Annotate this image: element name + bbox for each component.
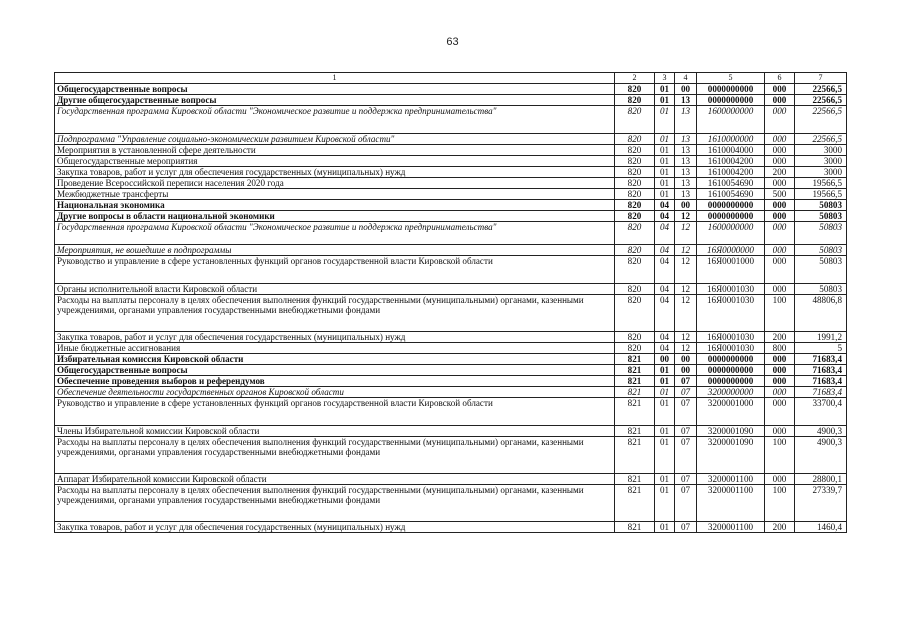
ministry-code-cell: 820 <box>615 200 655 211</box>
section-code-cell: 01 <box>655 178 675 189</box>
ministry-code-cell: 821 <box>615 474 655 485</box>
table-row <box>55 156 847 167</box>
table-row <box>55 189 847 200</box>
subsection-code-cell: 13 <box>675 106 697 134</box>
section-code-cell: 01 <box>655 365 675 376</box>
target-article-cell: 1610004200 <box>697 156 765 167</box>
expense-type-cell: 100 <box>765 295 795 332</box>
table-row <box>55 398 847 426</box>
row-name-cell: Обеспечение деятельности государственных органов Кировской области <box>55 387 615 398</box>
amount-cell: 50803 <box>795 222 847 245</box>
ministry-code-cell: 820 <box>615 222 655 245</box>
subsection-code-cell: 00 <box>675 84 697 95</box>
subsection-code-cell: 13 <box>675 95 697 106</box>
expense-type-cell: 800 <box>765 343 795 354</box>
expense-type-cell: 000 <box>765 134 795 145</box>
ministry-code-cell: 820 <box>615 343 655 354</box>
ministry-code-cell: 820 <box>615 211 655 222</box>
section-code-cell: 01 <box>655 485 675 522</box>
expense-type-cell: 000 <box>765 222 795 245</box>
subsection-code-cell: 12 <box>675 284 697 295</box>
table-row <box>55 343 847 354</box>
row-name-cell: Обеспечение проведения выборов и референдумов <box>55 376 615 387</box>
section-code-cell: 00 <box>655 354 675 365</box>
section-code-cell: 01 <box>655 134 675 145</box>
expense-type-cell: 000 <box>765 474 795 485</box>
section-code-cell: 04 <box>655 284 675 295</box>
header-cell: 5 <box>697 73 765 84</box>
amount-cell: 5 <box>795 343 847 354</box>
target-article-cell: 3200001090 <box>697 437 765 474</box>
target-article-cell: 3200001090 <box>697 426 765 437</box>
subsection-code-cell: 13 <box>675 178 697 189</box>
table-row <box>55 426 847 437</box>
section-code-cell: 01 <box>655 398 675 426</box>
table-row <box>55 354 847 365</box>
ministry-code-cell: 820 <box>615 178 655 189</box>
ministry-code-cell: 820 <box>615 332 655 343</box>
row-name-cell: Мероприятия в установленной сфере деятельности <box>55 145 615 156</box>
subsection-code-cell: 12 <box>675 211 697 222</box>
ministry-code-cell: 821 <box>615 376 655 387</box>
target-article-cell: 16Я0001030 <box>697 284 765 295</box>
ministry-code-cell: 821 <box>615 387 655 398</box>
row-name-cell: Аппарат Избирательной комиссии Кировской области <box>55 474 615 485</box>
amount-cell: 3000 <box>795 167 847 178</box>
section-code-cell: 01 <box>655 167 675 178</box>
table-row <box>55 200 847 211</box>
ministry-code-cell: 820 <box>615 95 655 106</box>
target-article-cell: 0000000000 <box>697 84 765 95</box>
amount-cell: 48806,8 <box>795 295 847 332</box>
ministry-code-cell: 820 <box>615 189 655 200</box>
row-name-cell: Национальная экономика <box>55 200 615 211</box>
amount-cell: 3000 <box>795 156 847 167</box>
header-cell: 2 <box>615 73 655 84</box>
expense-type-cell: 000 <box>765 145 795 156</box>
table-row <box>55 284 847 295</box>
subsection-code-cell: 13 <box>675 156 697 167</box>
amount-cell: 27339,7 <box>795 485 847 522</box>
subsection-code-cell: 07 <box>675 398 697 426</box>
table-row <box>55 387 847 398</box>
subsection-code-cell: 13 <box>675 145 697 156</box>
subsection-code-cell: 07 <box>675 474 697 485</box>
ministry-code-cell: 821 <box>615 522 655 533</box>
header-cell: 4 <box>675 73 697 84</box>
amount-cell: 4900,3 <box>795 437 847 474</box>
target-article-cell: 16Я0001000 <box>697 256 765 284</box>
subsection-code-cell: 12 <box>675 295 697 332</box>
section-code-cell: 01 <box>655 522 675 533</box>
table-row <box>55 145 847 156</box>
target-article-cell: 1610004000 <box>697 145 765 156</box>
table-row <box>55 167 847 178</box>
section-code-cell: 04 <box>655 332 675 343</box>
table-row <box>55 84 847 95</box>
ministry-code-cell: 821 <box>615 398 655 426</box>
amount-cell: 28800,1 <box>795 474 847 485</box>
row-name-cell: Межбюджетные трансферты <box>55 189 615 200</box>
amount-cell: 71683,4 <box>795 365 847 376</box>
row-name-cell: Другие общегосударственные вопросы <box>55 95 615 106</box>
amount-cell: 50803 <box>795 200 847 211</box>
target-article-cell: 3200000000 <box>697 387 765 398</box>
section-code-cell: 01 <box>655 84 675 95</box>
amount-cell: 19566,5 <box>795 189 847 200</box>
target-article-cell: 16Я0000000 <box>697 245 765 256</box>
expense-type-cell: 200 <box>765 167 795 178</box>
target-article-cell: 0000000000 <box>697 354 765 365</box>
expense-type-cell: 200 <box>765 522 795 533</box>
target-article-cell: 3200001000 <box>697 398 765 426</box>
section-code-cell: 01 <box>655 156 675 167</box>
amount-cell: 50803 <box>795 211 847 222</box>
ministry-code-cell: 820 <box>615 284 655 295</box>
section-code-cell: 04 <box>655 200 675 211</box>
target-article-cell: 0000000000 <box>697 365 765 376</box>
expense-type-cell: 000 <box>765 387 795 398</box>
expense-type-cell: 000 <box>765 200 795 211</box>
expense-type-cell: 000 <box>765 95 795 106</box>
section-code-cell: 01 <box>655 189 675 200</box>
ministry-code-cell: 820 <box>615 295 655 332</box>
page-number: 63 <box>446 36 459 48</box>
section-code-cell: 01 <box>655 474 675 485</box>
ministry-code-cell: 820 <box>615 156 655 167</box>
amount-cell: 50803 <box>795 256 847 284</box>
table-row <box>55 522 847 533</box>
section-code-cell: 01 <box>655 95 675 106</box>
subsection-code-cell: 07 <box>675 387 697 398</box>
table-row <box>55 95 847 106</box>
expense-type-cell: 100 <box>765 437 795 474</box>
row-name-cell: Другие вопросы в области национальной экономики <box>55 211 615 222</box>
row-name-cell: Закупка товаров, работ и услуг для обеспечения государственных (муниципальных) нужд <box>55 167 615 178</box>
amount-cell: 22566,5 <box>795 106 847 134</box>
row-name-cell: Избирательная комиссия Кировской области <box>55 354 615 365</box>
subsection-code-cell: 13 <box>675 134 697 145</box>
section-code-cell: 01 <box>655 437 675 474</box>
section-code-cell: 01 <box>655 106 675 134</box>
expense-type-cell: 000 <box>765 84 795 95</box>
section-code-cell: 04 <box>655 343 675 354</box>
amount-cell: 22566,5 <box>795 95 847 106</box>
target-article-cell: 1610054690 <box>697 178 765 189</box>
amount-cell: 50803 <box>795 245 847 256</box>
header-cell: 7 <box>795 73 847 84</box>
target-article-cell: 3200001100 <box>697 474 765 485</box>
row-name-cell: Руководство и управление в сфере установленных функций органов государственной власти Кировской области <box>55 256 615 284</box>
ministry-code-cell: 821 <box>615 426 655 437</box>
ministry-code-cell: 820 <box>615 106 655 134</box>
target-article-cell: 3200001100 <box>697 485 765 522</box>
section-code-cell: 04 <box>655 256 675 284</box>
row-name-cell: Общегосударственные вопросы <box>55 365 615 376</box>
amount-cell: 71683,4 <box>795 387 847 398</box>
header-row <box>55 73 847 84</box>
table-row <box>55 106 847 134</box>
target-article-cell: 3200001100 <box>697 522 765 533</box>
row-name-cell: Расходы на выплаты персоналу в целях обеспечения выполнения функций государственными (муниципальными) органами, казенными учреждениями, органами управления государственными внебюджетными фондами <box>55 485 615 522</box>
section-code-cell: 04 <box>655 245 675 256</box>
ministry-code-cell: 820 <box>615 145 655 156</box>
expense-type-cell: 000 <box>765 426 795 437</box>
row-name-cell: Государственная программа Кировской области "Экономическое развитие и поддержка предпринимательства" <box>55 106 615 134</box>
target-article-cell: 1610054690 <box>697 189 765 200</box>
expense-type-cell: 000 <box>765 284 795 295</box>
subsection-code-cell: 12 <box>675 343 697 354</box>
subsection-code-cell: 00 <box>675 365 697 376</box>
section-code-cell: 04 <box>655 222 675 245</box>
row-name-cell: Закупка товаров, работ и услуг для обеспечения государственных (муниципальных) нужд <box>55 332 615 343</box>
ministry-code-cell: 820 <box>615 256 655 284</box>
expense-type-cell: 000 <box>765 376 795 387</box>
subsection-code-cell: 07 <box>675 485 697 522</box>
subsection-code-cell: 00 <box>675 200 697 211</box>
ministry-code-cell: 821 <box>615 485 655 522</box>
row-name-cell: Общегосударственные мероприятия <box>55 156 615 167</box>
row-name-cell: Закупка товаров, работ и услуг для обеспечения государственных (муниципальных) нужд <box>55 522 615 533</box>
target-article-cell: 16Я0001030 <box>697 343 765 354</box>
subsection-code-cell: 13 <box>675 167 697 178</box>
header-cell: 6 <box>765 73 795 84</box>
table-row <box>55 365 847 376</box>
row-name-cell: Иные бюджетные ассигнования <box>55 343 615 354</box>
section-code-cell: 01 <box>655 387 675 398</box>
target-article-cell: 0000000000 <box>697 376 765 387</box>
amount-cell: 33700,4 <box>795 398 847 426</box>
target-article-cell: 1610000000 <box>697 134 765 145</box>
target-article-cell: 0000000000 <box>697 95 765 106</box>
budget-table <box>54 72 847 533</box>
row-name-cell: Расходы на выплаты персоналу в целях обеспечения выполнения функций государственными (муниципальными) органами, казенными учреждениями, органами управления государственными внебюджетными фондами <box>55 295 615 332</box>
header-cell: 1 <box>55 73 615 84</box>
row-name-cell: Проведение Всероссийской переписи населения 2020 года <box>55 178 615 189</box>
subsection-code-cell: 07 <box>675 376 697 387</box>
row-name-cell: Члены Избирательной комиссии Кировской области <box>55 426 615 437</box>
subsection-code-cell: 07 <box>675 426 697 437</box>
expense-type-cell: 000 <box>765 354 795 365</box>
subsection-code-cell: 00 <box>675 354 697 365</box>
amount-cell: 1991,2 <box>795 332 847 343</box>
amount-cell: 4900,3 <box>795 426 847 437</box>
section-code-cell: 04 <box>655 295 675 332</box>
section-code-cell: 04 <box>655 211 675 222</box>
expense-type-cell: 000 <box>765 245 795 256</box>
table-row <box>55 211 847 222</box>
expense-type-cell: 000 <box>765 365 795 376</box>
table-row <box>55 295 847 332</box>
section-code-cell: 01 <box>655 145 675 156</box>
table-row <box>55 245 847 256</box>
amount-cell: 50803 <box>795 284 847 295</box>
row-name-cell: Органы исполнительной власти Кировской области <box>55 284 615 295</box>
subsection-code-cell: 13 <box>675 189 697 200</box>
amount-cell: 71683,4 <box>795 376 847 387</box>
row-name-cell: Расходы на выплаты персоналу в целях обеспечения выполнения функций государственными (муниципальными) органами, казенными учреждениями, органами управления государственными внебюджетными фондами <box>55 437 615 474</box>
section-code-cell: 01 <box>655 376 675 387</box>
amount-cell: 1460,4 <box>795 522 847 533</box>
expense-type-cell: 000 <box>765 178 795 189</box>
expense-type-cell: 000 <box>765 398 795 426</box>
table-row <box>55 134 847 145</box>
target-article-cell: 1600000000 <box>697 106 765 134</box>
table-row <box>55 485 847 522</box>
ministry-code-cell: 820 <box>615 167 655 178</box>
section-code-cell: 01 <box>655 426 675 437</box>
row-name-cell: Руководство и управление в сфере установленных функций органов государственной власти Кировской области <box>55 398 615 426</box>
amount-cell: 3000 <box>795 145 847 156</box>
target-article-cell: 1610004200 <box>697 167 765 178</box>
ministry-code-cell: 821 <box>615 354 655 365</box>
amount-cell: 22566,5 <box>795 134 847 145</box>
target-article-cell: 0000000000 <box>697 211 765 222</box>
expense-type-cell: 000 <box>765 156 795 167</box>
expense-type-cell: 200 <box>765 332 795 343</box>
target-article-cell: 16Я0001030 <box>697 332 765 343</box>
table-row <box>55 222 847 245</box>
subsection-code-cell: 12 <box>675 332 697 343</box>
expense-type-cell: 500 <box>765 189 795 200</box>
ministry-code-cell: 821 <box>615 365 655 376</box>
header-cell: 3 <box>655 73 675 84</box>
target-article-cell: 16Я0001030 <box>697 295 765 332</box>
ministry-code-cell: 820 <box>615 84 655 95</box>
amount-cell: 22566,5 <box>795 84 847 95</box>
ministry-code-cell: 820 <box>615 245 655 256</box>
subsection-code-cell: 12 <box>675 245 697 256</box>
subsection-code-cell: 07 <box>675 522 697 533</box>
ministry-code-cell: 821 <box>615 437 655 474</box>
row-name-cell: Общегосударственные вопросы <box>55 84 615 95</box>
subsection-code-cell: 07 <box>675 437 697 474</box>
row-name-cell: Мероприятия, не вошедшие в подпрограммы <box>55 245 615 256</box>
amount-cell: 19566,5 <box>795 178 847 189</box>
row-name-cell: Подпрограмма "Управление социально-экономическим развитием Кировской области" <box>55 134 615 145</box>
row-name-cell: Государственная программа Кировской области "Экономическое развитие и поддержка предпринимательства" <box>55 222 615 245</box>
subsection-code-cell: 12 <box>675 256 697 284</box>
target-article-cell: 0000000000 <box>697 200 765 211</box>
table-row <box>55 437 847 474</box>
table-row <box>55 332 847 343</box>
table-row <box>55 376 847 387</box>
table-row <box>55 178 847 189</box>
expense-type-cell: 100 <box>765 485 795 522</box>
expense-type-cell: 000 <box>765 106 795 134</box>
expense-type-cell: 000 <box>765 256 795 284</box>
table-row <box>55 474 847 485</box>
expense-type-cell: 000 <box>765 211 795 222</box>
ministry-code-cell: 820 <box>615 134 655 145</box>
target-article-cell: 1600000000 <box>697 222 765 245</box>
amount-cell: 71683,4 <box>795 354 847 365</box>
subsection-code-cell: 12 <box>675 222 697 245</box>
table-row <box>55 256 847 284</box>
